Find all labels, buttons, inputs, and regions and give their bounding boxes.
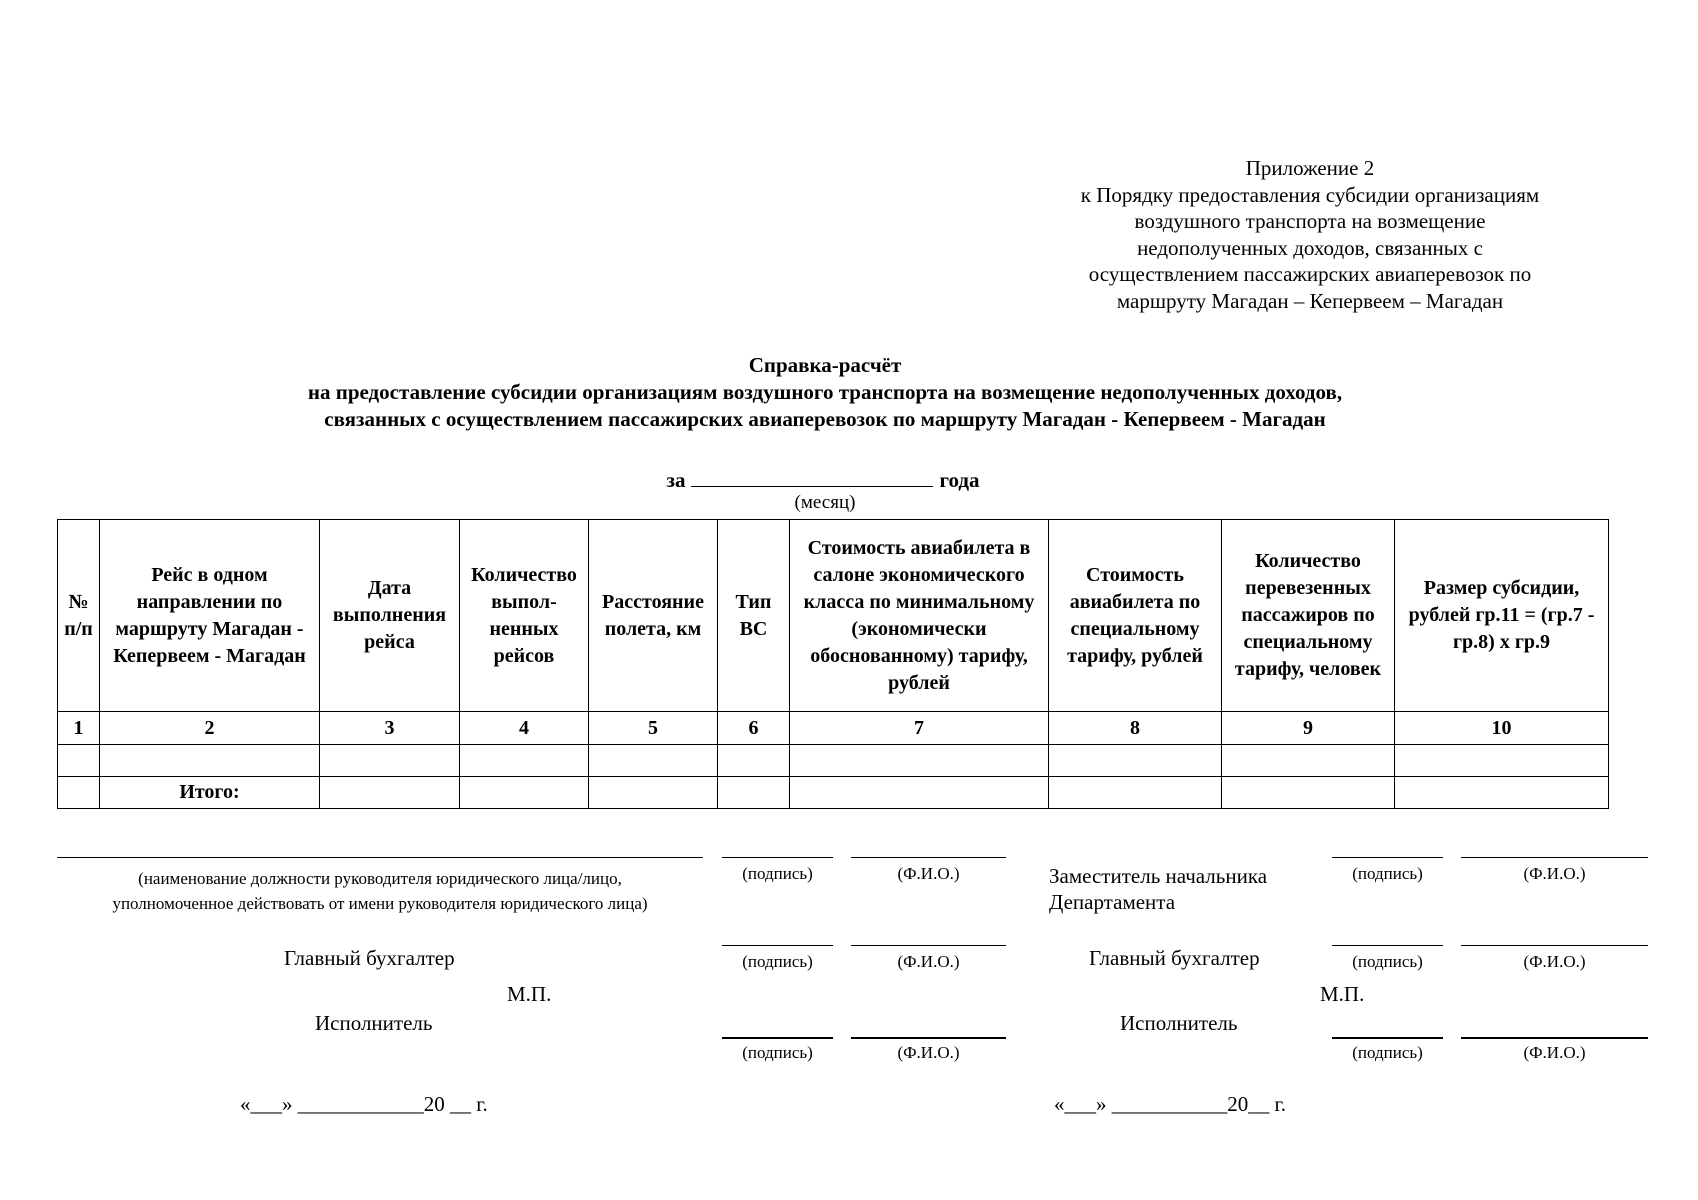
title-line: на предоставление субсидии организациям воздушного транспорта на возмещение недополученных доходов, [307,380,1343,404]
table-cell[interactable] [1222,745,1395,777]
chief-accountant-label: Главный бухгалтер [1089,946,1260,970]
header-number: № п/п [58,520,100,712]
caption-line: (наименование должности руководителя юридического лица/лицо, [138,869,622,888]
column-number: 5 [589,712,718,745]
caption-line: уполномоченное действовать от имени руководителя юридического лица) [112,894,648,913]
name-caption: (Ф.И.О.) [897,952,960,971]
date-line: «___» ___________20__ г. [1054,1092,1286,1116]
column-number: 10 [1395,712,1609,745]
signature-line[interactable] [722,1037,833,1039]
table-cell[interactable] [589,777,718,809]
deputy-label [1049,863,1267,915]
table-cell[interactable] [58,777,100,809]
header-distance: Расстояние полета, км [589,520,718,712]
signature-caption: (подпись) [1352,864,1423,883]
signature-line[interactable] [1332,1037,1443,1039]
deputy-line: Департамента [1049,890,1176,914]
appendix-block [1040,155,1580,314]
appendix-line: недополученных доходов, связанных с [1137,235,1483,260]
name-line[interactable] [851,1037,1006,1039]
column-number: 6 [718,712,790,745]
column-number: 3 [320,712,460,745]
name-caption: (Ф.И.О.) [897,864,960,883]
table-cell[interactable] [1049,745,1222,777]
name-caption: (Ф.И.О.) [897,1043,960,1062]
column-number: 4 [460,712,589,745]
signature-caption: (подпись) [1352,1043,1423,1062]
header-aircraft-type: Тип ВС [718,520,790,712]
table-cell[interactable] [460,777,589,809]
header-economy-price: Стоимость авиабилета в салоне экономического класса по минимальному (экономически обоснованному) тарифу, рублей [790,520,1049,712]
appendix-line: осуществлением пассажирских авиаперевозок по [1088,262,1532,286]
table-cell[interactable] [718,745,790,777]
column-number: 9 [1222,712,1395,745]
name-line[interactable] [1461,945,1648,946]
deputy-line: Заместитель начальника [1049,864,1268,888]
signature-caption: (подпись) [1352,952,1423,971]
header-passengers: Количество перевезенных пассажиров по специальному тарифу, человек [1222,520,1395,712]
appendix-line: маршруту Магадан – Кепервеем – Магадан [1116,288,1504,313]
table-cell[interactable] [1049,777,1222,809]
total-label: Итого: [100,777,320,809]
name-caption: (Ф.И.О.) [1523,864,1586,883]
header-date: Дата выполнения рейса [320,520,460,712]
table-row [58,745,1609,777]
signature-caption: (подпись) [742,1043,813,1062]
period-line [0,466,1646,493]
header-flight: Рейс в одном направлении по маршруту Магадан - Кепервеем - Магадан [100,520,320,712]
name-line[interactable] [1461,857,1648,858]
header-flights-count: Количество выпол-ненных рейсов [460,520,589,712]
title-line: связанных с осуществлением пассажирских авиаперевозок по маршруту Магадан - Кепервеем - Магадан [324,407,1326,431]
stamp-label: М.П. [1320,982,1365,1006]
header-special-price: Стоимость авиабилета по специальному тарифу, рублей [1049,520,1222,712]
table-cell[interactable] [320,777,460,809]
signature-line[interactable] [1332,857,1443,858]
signature-line[interactable] [722,857,833,858]
table-cell[interactable] [1222,777,1395,809]
name-line[interactable] [1461,1037,1648,1039]
month-blank[interactable] [691,466,933,487]
signature-caption: (подпись) [742,952,813,971]
appendix-line: Приложение 2 [1245,156,1375,180]
chief-accountant-label: Главный бухгалтер [284,946,455,970]
period-suffix: года [939,468,980,492]
signature-caption: (подпись) [742,864,813,883]
name-caption: (Ф.И.О.) [1523,952,1586,971]
date-line: «___» ____________20 __ г. [240,1092,488,1116]
table-cell[interactable] [790,777,1049,809]
name-caption: (Ф.И.О.) [1523,1043,1586,1062]
table-cell[interactable] [460,745,589,777]
table-cell[interactable] [589,745,718,777]
header-subsidy: Размер субсидии, рублей гр.11 = (гр.7 - гр.8) х гр.9 [1395,520,1609,712]
month-caption: (месяц) [794,492,856,513]
title-line: Справка-расчёт [748,353,902,377]
signature-line[interactable] [1332,945,1443,946]
table-cell[interactable] [58,745,100,777]
table-cell[interactable] [320,745,460,777]
column-number: 7 [790,712,1049,745]
signature-line[interactable] [722,945,833,946]
column-number: 8 [1049,712,1222,745]
subsidy-table [57,519,1609,809]
table-cell[interactable] [100,745,320,777]
appendix-line: к Порядку предоставления субсидии организациям [1080,182,1540,207]
name-line[interactable] [851,945,1006,946]
table-cell[interactable] [790,745,1049,777]
position-caption [40,866,720,916]
stamp-label: М.П. [507,982,552,1006]
table-cell[interactable] [1395,777,1609,809]
column-number: 1 [58,712,100,745]
period-prefix: за [666,468,686,492]
document-title [100,352,1550,433]
position-line[interactable] [57,857,703,858]
executor-label: Исполнитель [1120,1011,1238,1035]
total-row [58,777,1609,809]
appendix-line: воздушного транспорта на возмещение [1134,209,1486,233]
table-cell[interactable] [718,777,790,809]
table-cell[interactable] [1395,745,1609,777]
column-number: 2 [100,712,320,745]
name-line[interactable] [851,857,1006,858]
executor-label: Исполнитель [315,1011,433,1035]
